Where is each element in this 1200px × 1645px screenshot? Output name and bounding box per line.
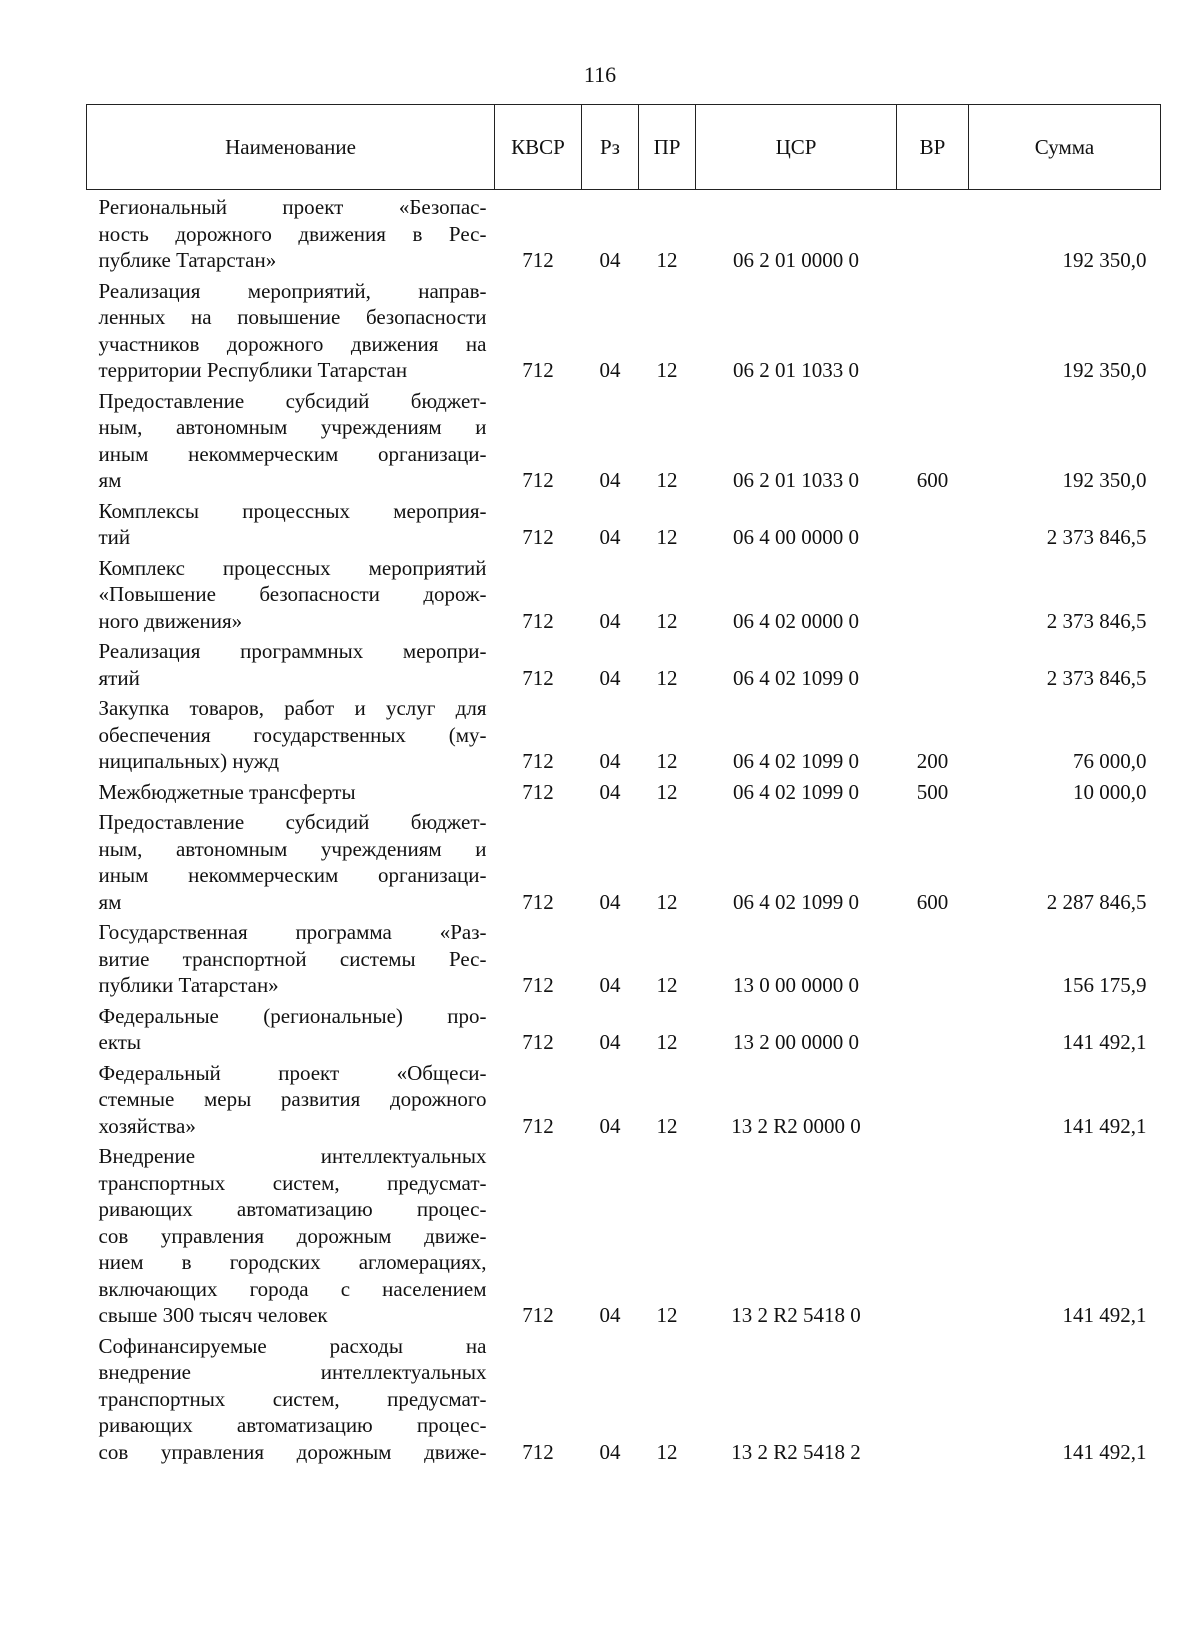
row-name-line: стемные меры развития дорожного <box>98 1087 487 1111</box>
row-name-line: свыше 300 тысяч человек <box>98 1303 328 1327</box>
row-name <box>87 775 495 806</box>
table-row <box>87 775 1161 806</box>
row-sum: 192 350,0 <box>1062 248 1147 272</box>
table-row <box>87 999 1161 1056</box>
row-name-line: ям <box>98 889 122 914</box>
row-vr <box>897 274 969 384</box>
row-name-line: тий <box>98 525 131 549</box>
row-vr: 200 <box>916 749 949 773</box>
row-name-line: «Повышение безопасности дорож- <box>98 582 487 606</box>
table-row <box>87 805 1161 915</box>
row-vr <box>897 1056 969 1140</box>
row-vr <box>897 999 969 1056</box>
row-rz: 04 <box>599 889 621 914</box>
row-kvsr: 712 <box>522 525 554 549</box>
row-name <box>87 1056 495 1140</box>
row-csr: 06 4 02 1099 0 <box>733 779 859 804</box>
row-name <box>87 805 495 915</box>
row-rz: 04 <box>599 468 621 492</box>
row-sum: 2 287 846,5 <box>1046 889 1147 914</box>
row-name-line: Федеральный проект «Общеси- <box>98 1060 487 1085</box>
table-body <box>87 190 1161 1466</box>
row-csr: 06 4 02 1099 0 <box>733 665 859 690</box>
row-vr <box>897 551 969 635</box>
row-vr: 600 <box>916 468 949 492</box>
header-vr: ВР <box>897 105 969 190</box>
row-kvsr: 712 <box>522 1439 554 1464</box>
row-name-line: екты <box>98 1030 142 1054</box>
row-sum: 141 492,1 <box>1062 1030 1147 1054</box>
row-kvsr: 712 <box>522 665 554 690</box>
table-row <box>87 691 1161 775</box>
row-name <box>87 274 495 384</box>
table-row <box>87 190 1161 274</box>
budget-table <box>86 104 1161 1465</box>
table-row <box>87 1329 1161 1466</box>
row-sum: 10 000,0 <box>1073 779 1147 804</box>
row-pr: 12 <box>656 1303 678 1327</box>
row-name-line: Закупка товаров, работ и услуг для <box>98 696 487 720</box>
row-pr: 12 <box>656 248 678 272</box>
row-sum: 141 492,1 <box>1062 1439 1147 1464</box>
row-rz: 04 <box>599 779 621 804</box>
row-name <box>87 190 495 274</box>
row-rz: 04 <box>599 665 621 690</box>
row-csr: 06 4 00 0000 0 <box>733 525 859 549</box>
row-csr: 13 2 R2 5418 2 <box>731 1439 861 1464</box>
row-name-line: ям <box>98 468 122 492</box>
row-name-line: витие транспортной системы Рес- <box>98 946 487 971</box>
row-name <box>87 494 495 551</box>
row-pr: 12 <box>656 468 678 492</box>
row-name-line: ятий <box>98 665 140 690</box>
row-name-line: ным, автономным учреждениям и <box>98 415 487 439</box>
row-kvsr: 712 <box>522 889 554 914</box>
row-rz: 04 <box>599 248 621 272</box>
table-row <box>87 551 1161 635</box>
row-name <box>87 384 495 494</box>
row-name-line: ность дорожного движения в Рес- <box>98 221 487 246</box>
row-name-line: транспортных систем, предусмат- <box>98 1170 487 1195</box>
row-name-line: Региональный проект «Безопас- <box>98 195 487 219</box>
row-rz: 04 <box>599 1113 621 1138</box>
row-vr <box>897 915 969 999</box>
row-pr: 12 <box>656 358 678 382</box>
row-name-line: Предоставление субсидий бюджет- <box>98 388 487 413</box>
header-name: Наименование <box>87 105 495 190</box>
row-name-line: Межбюджетные трансферты <box>98 779 356 804</box>
row-csr: 13 0 00 0000 0 <box>733 973 859 997</box>
row-name-line: нием в городских агломерациях, <box>98 1250 487 1274</box>
row-name-line: внедрение интеллектуальных <box>98 1360 487 1384</box>
header-sum: Сумма <box>969 105 1161 190</box>
row-name-line: Комплекс процессных мероприятий <box>98 555 487 580</box>
row-sum: 141 492,1 <box>1062 1303 1147 1327</box>
table-row <box>87 274 1161 384</box>
row-kvsr: 712 <box>522 468 554 492</box>
table-row <box>87 1056 1161 1140</box>
row-kvsr: 712 <box>522 1303 554 1327</box>
row-name-line: Внедрение интеллектуальных <box>98 1144 487 1168</box>
row-pr: 12 <box>656 1030 678 1054</box>
row-name-line: сов управления дорожным движе- <box>98 1223 487 1248</box>
row-name-line: иным некоммерческим организаци- <box>98 441 487 466</box>
table-row <box>87 494 1161 551</box>
table-row <box>87 915 1161 999</box>
row-rz: 04 <box>599 1303 621 1327</box>
row-vr <box>897 634 969 691</box>
row-sum: 2 373 846,5 <box>1046 608 1147 633</box>
header-rz: Рз <box>582 105 639 190</box>
row-pr: 12 <box>656 525 678 549</box>
row-name-line: ривающих автоматизацию процес- <box>98 1197 487 1221</box>
row-name <box>87 1329 495 1466</box>
row-csr: 06 4 02 1099 0 <box>733 749 859 773</box>
row-name-line: ниципальных) нужд <box>98 749 279 773</box>
row-name-line: транспортных систем, предусмат- <box>98 1386 487 1411</box>
row-csr: 06 2 01 1033 0 <box>733 468 859 492</box>
row-name-line: сов управления дорожным движе- <box>98 1439 487 1464</box>
row-name-line: хозяйства» <box>98 1113 196 1138</box>
row-sum: 156 175,9 <box>1062 973 1147 997</box>
row-name <box>87 634 495 691</box>
row-name-line: ного движения» <box>98 608 243 633</box>
row-kvsr: 712 <box>522 973 554 997</box>
row-name-line: иным некоммерческим организаци- <box>98 863 487 887</box>
row-kvsr: 712 <box>522 608 554 633</box>
row-csr: 13 2 00 0000 0 <box>733 1030 859 1054</box>
table-row <box>87 384 1161 494</box>
table-header <box>87 105 1161 190</box>
row-kvsr: 712 <box>522 1113 554 1138</box>
row-csr: 13 2 R2 5418 0 <box>731 1303 861 1327</box>
row-kvsr: 712 <box>522 248 554 272</box>
header-kvsr: КВСР <box>495 105 582 190</box>
row-rz: 04 <box>599 1030 621 1054</box>
row-rz: 04 <box>599 1439 621 1464</box>
row-rz: 04 <box>599 973 621 997</box>
row-sum: 76 000,0 <box>1073 749 1147 773</box>
row-sum: 192 350,0 <box>1062 358 1147 382</box>
row-name <box>87 691 495 775</box>
row-name-line: Государственная программа «Раз- <box>98 920 487 944</box>
row-pr: 12 <box>656 1439 678 1464</box>
row-name-line: публике Татарстан» <box>98 248 277 272</box>
row-vr: 600 <box>916 889 949 914</box>
row-name-line: Предоставление субсидий бюджет- <box>98 810 487 834</box>
table-row <box>87 634 1161 691</box>
row-name <box>87 551 495 635</box>
row-csr: 06 4 02 0000 0 <box>733 608 859 633</box>
row-csr: 06 2 01 0000 0 <box>733 248 859 272</box>
row-rz: 04 <box>599 358 621 382</box>
row-sum: 141 492,1 <box>1062 1113 1147 1138</box>
table-row <box>87 1139 1161 1329</box>
row-name-line: Софинансируемые расходы на <box>98 1333 487 1358</box>
row-vr: 500 <box>916 779 949 804</box>
row-csr: 06 2 01 1033 0 <box>733 358 859 382</box>
row-pr: 12 <box>656 665 678 690</box>
row-rz: 04 <box>599 525 621 549</box>
row-name <box>87 915 495 999</box>
row-name-line: Реализация программных меропри- <box>98 639 487 663</box>
page-number: 116 <box>583 62 617 87</box>
row-csr: 13 2 R2 0000 0 <box>731 1113 861 1138</box>
row-name-line: публики Татарстан» <box>98 973 279 997</box>
row-sum: 2 373 846,5 <box>1046 665 1147 690</box>
header-pr: ПР <box>639 105 696 190</box>
row-kvsr: 712 <box>522 749 554 773</box>
row-pr: 12 <box>656 749 678 773</box>
row-name-line: ривающих автоматизацию процес- <box>98 1413 487 1437</box>
row-vr <box>897 190 969 274</box>
row-name-line: обеспечения государственных (му- <box>98 722 487 747</box>
row-name-line: Федеральные (региональные) про- <box>98 1003 487 1028</box>
row-vr <box>897 1329 969 1466</box>
row-rz: 04 <box>599 608 621 633</box>
row-name-line: участников дорожного движения на <box>98 331 487 356</box>
row-kvsr: 712 <box>522 358 554 382</box>
row-sum: 2 373 846,5 <box>1046 525 1147 549</box>
row-csr: 06 4 02 1099 0 <box>733 889 859 914</box>
row-name-line: включающих города с населением <box>98 1276 487 1301</box>
row-pr: 12 <box>656 779 678 804</box>
row-name-line: ленных на повышение безопасности <box>98 305 487 329</box>
row-name-line: Комплексы процессных мероприя- <box>98 498 487 523</box>
row-kvsr: 712 <box>522 1030 554 1054</box>
row-pr: 12 <box>656 608 678 633</box>
row-sum: 192 350,0 <box>1062 468 1147 492</box>
row-name-line: ным, автономным учреждениям и <box>98 836 487 861</box>
row-pr: 12 <box>656 973 678 997</box>
row-name-line: территории Республики Татарстан <box>98 358 408 382</box>
row-vr <box>897 1139 969 1329</box>
row-name-line: Реализация мероприятий, направ- <box>98 278 487 303</box>
header-csr: ЦСР <box>696 105 897 190</box>
row-kvsr: 712 <box>522 779 554 804</box>
row-name <box>87 1139 495 1329</box>
row-rz: 04 <box>599 749 621 773</box>
row-vr <box>897 494 969 551</box>
row-pr: 12 <box>656 889 678 914</box>
row-pr: 12 <box>656 1113 678 1138</box>
row-name <box>87 999 495 1056</box>
